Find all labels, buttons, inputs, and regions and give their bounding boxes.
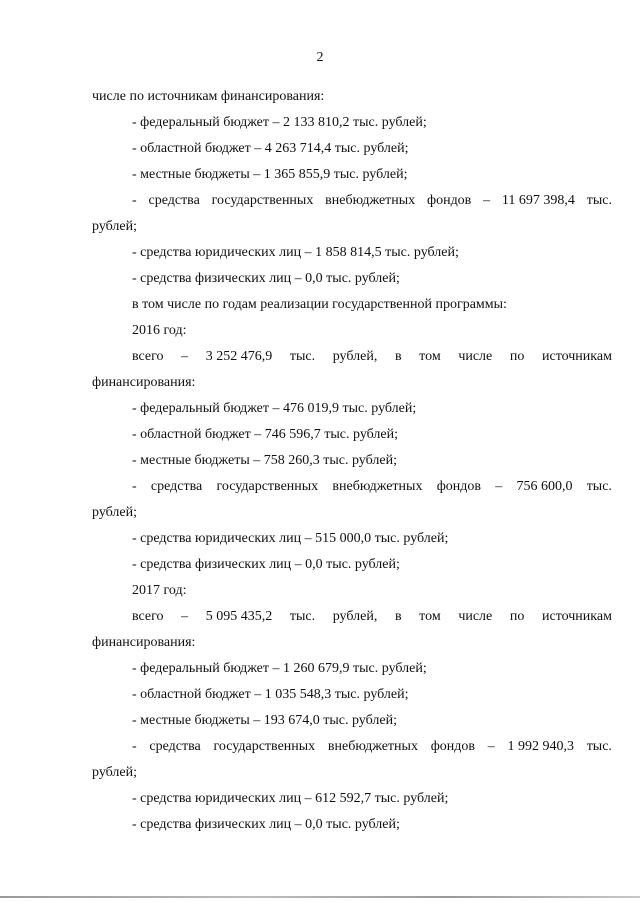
text-word: тыс. <box>289 349 316 364</box>
text-word: том <box>419 349 441 364</box>
text-line: - средства физических лиц – 0,0 тыс. рублей; <box>132 557 400 572</box>
text-word: 5 095 435,2 <box>205 609 273 624</box>
text-word: внебюджетных <box>327 739 418 754</box>
text-word: – <box>495 479 503 494</box>
text-line: числе по источникам финансирования: <box>92 89 325 104</box>
text-line: рублей; <box>92 505 137 520</box>
text-word: государственных <box>216 479 319 494</box>
text-word: - <box>132 479 137 494</box>
text-line: финансирования: <box>92 375 196 390</box>
text-word: рублей, <box>332 349 378 364</box>
text-line-justified <box>92 474 612 500</box>
text-word: внебюджетных <box>325 193 416 208</box>
text-word: фондов <box>427 193 472 208</box>
text-word: – <box>483 193 491 208</box>
text-word: по <box>509 609 525 624</box>
text-word: государственных <box>213 739 316 754</box>
text-line: 2017 год: <box>132 583 187 598</box>
text-word: – <box>487 739 495 754</box>
text-word: - <box>132 739 137 754</box>
text-line: - федеральный бюджет – 476 019,9 тыс. рублей; <box>132 401 417 416</box>
text-line: - областной бюджет – 1 035 548,3 тыс. рублей; <box>132 687 409 702</box>
text-word: источникам <box>541 349 612 364</box>
text-line: - областной бюджет – 4 263 714,4 тыс. рублей; <box>132 141 409 156</box>
text-word: фондов <box>436 479 481 494</box>
text-word: тыс. <box>586 193 612 208</box>
text-word: в <box>394 609 402 624</box>
text-line: - местные бюджеты – 193 674,0 тыс. рублей; <box>132 713 397 728</box>
text-word: по <box>509 349 525 364</box>
text-word: в <box>394 349 402 364</box>
text-line-justified <box>92 188 612 214</box>
text-word: том <box>419 609 441 624</box>
text-line: - средства юридических лиц – 1 858 814,5 тыс. рублей; <box>132 245 459 260</box>
text-word: всего <box>132 609 164 624</box>
scan-edge-line <box>0 896 640 898</box>
text-word: 3 252 476,9 <box>205 349 273 364</box>
text-line-justified <box>92 604 612 630</box>
text-word: средства <box>150 479 203 494</box>
text-word: числе <box>458 349 493 364</box>
text-word: числе <box>458 609 493 624</box>
text-word: государственных <box>211 193 314 208</box>
document-body <box>92 84 612 838</box>
text-word: средства <box>148 193 200 208</box>
text-line-justified <box>92 344 612 370</box>
text-line: - местные бюджеты – 758 260,3 тыс. рублей; <box>132 453 397 468</box>
text-word: внебюджетных <box>332 479 423 494</box>
text-word: источникам <box>541 609 612 624</box>
text-word: - <box>132 193 137 208</box>
text-line: - федеральный бюджет – 2 133 810,2 тыс. рублей; <box>132 115 427 130</box>
text-line: рублей; <box>92 765 137 780</box>
text-word: 11 697 398,4 <box>501 193 575 208</box>
text-word: 1 992 940,3 <box>507 739 574 754</box>
text-line: - средства юридических лиц – 515 000,0 тыс. рублей; <box>132 531 449 546</box>
text-word: тыс. <box>586 479 612 494</box>
text-word: тыс. <box>586 739 612 754</box>
text-line: в том числе по годам реализации государственной программы: <box>132 297 507 312</box>
text-line: - областной бюджет – 746 596,7 тыс. рублей; <box>132 427 398 442</box>
text-line: 2016 год: <box>132 323 187 338</box>
text-line: - местные бюджеты – 1 365 855,9 тыс. рублей; <box>132 167 408 182</box>
text-line: - средства физических лиц – 0,0 тыс. рублей; <box>132 817 400 832</box>
text-word: всего <box>132 349 164 364</box>
text-word: фондов <box>430 739 475 754</box>
text-word: средства <box>149 739 201 754</box>
text-line-justified <box>92 734 612 760</box>
text-line: - федеральный бюджет – 1 260 679,9 тыс. рублей; <box>132 661 427 676</box>
page-number: 2 <box>316 50 324 65</box>
text-line: рублей; <box>92 219 137 234</box>
text-line: - средства юридических лиц – 612 592,7 тыс. рублей; <box>132 791 449 806</box>
text-line: финансирования: <box>92 635 196 650</box>
text-word: тыс. <box>289 609 316 624</box>
text-line: - средства физических лиц – 0,0 тыс. рублей; <box>132 271 400 286</box>
text-word: – <box>181 349 189 364</box>
text-word: 756 600,0 <box>516 479 573 494</box>
text-word: – <box>181 609 189 624</box>
text-word: рублей, <box>332 609 378 624</box>
